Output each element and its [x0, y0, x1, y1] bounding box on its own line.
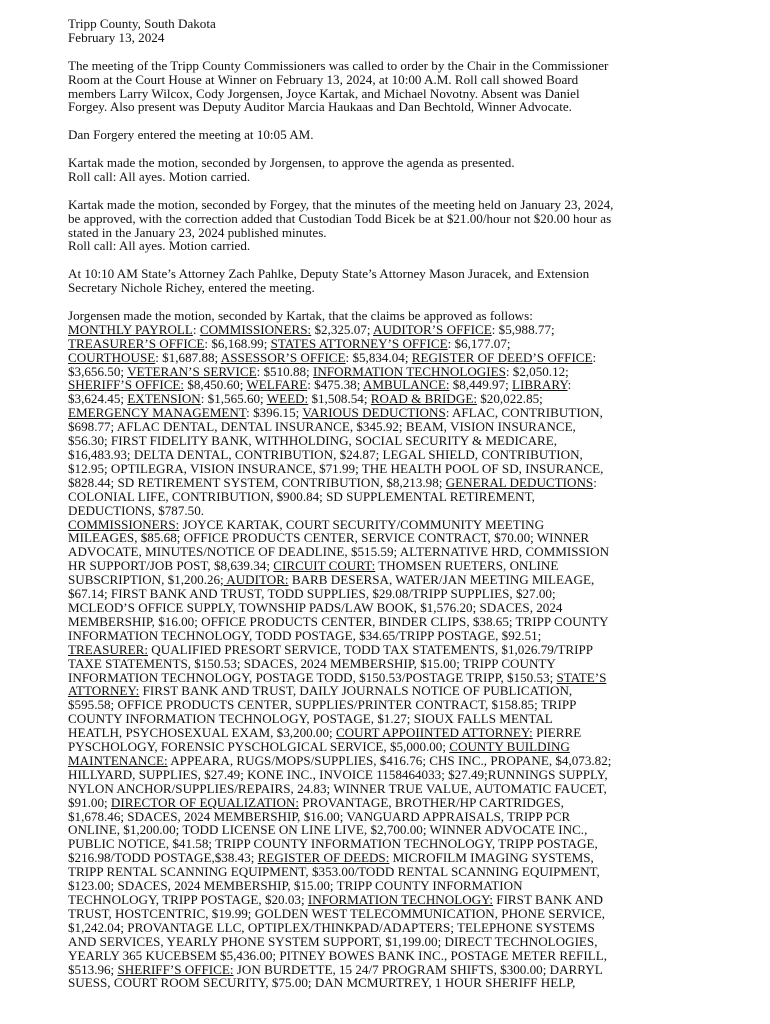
text-line: COLONIAL LIFE, CONTRIBUTION, $900.84; SD SUPPLEMENTAL RETIREMENT,	[68, 488, 535, 504]
department-heading: DIRECTOR OF EQUALIZATION:	[110, 794, 300, 810]
text-line: ATTORNEY: FIRST BANK AND TRUST, DAILY JOURNALS NOTICE OF PUBLICATION,	[68, 683, 573, 699]
text-line: $216.98/TODD POSTAGE,$38.43; REGISTER OF DEEDS: MICROFILM IMAGING SYSTEMS,	[68, 850, 594, 866]
text-line: Secretary Nichole Richey, entered the meeting.	[68, 280, 315, 296]
department-heading: STATE’S	[556, 669, 607, 685]
text-line: Roll call: All ayes. Motion carried.	[68, 238, 251, 254]
text-line: SUBSCRIPTION, $1,200.26; AUDITOR: BARB DESERSA, WATER/JAN MEETING MILEAGE,	[68, 572, 595, 588]
text-line: DEDUCTIONS, $787.50.	[68, 502, 205, 518]
text-line: members Larry Wilcox, Cody Jorgensen, Joyce Kartak, and Michael Novotny. Absent was Daniel	[68, 85, 580, 101]
text-line: ADVOCATE, MINUTES/NOTICE OF DEADLINE, $515.59; ALTERNATIVE HRD, COMMISSION	[68, 544, 610, 560]
text-line: TECHNOLOGY, TRIPP POSTAGE, $20.03; INFORMATION TECHNOLOGY: FIRST BANK AND	[68, 892, 604, 907]
text-line: Room at the Court House at Winner on February 13, 2024, at 10:00 A.M. Roll call showed Board	[68, 71, 579, 87]
text-line: PUBLIC NOTICE, $41.58; TRIPP COUNTY INFORMATION TECHNOLOGY, TRIPP POSTAGE,	[68, 836, 598, 852]
department-heading: EMERGENCY MANAGEMENT	[68, 405, 247, 421]
text-line: $1,678.46; SDACES, 2024 MEMBERSHIP, $16.00; VANGUARD APPRAISALS, TRIPP PCR	[68, 808, 571, 824]
paragraph-gap	[68, 114, 720, 128]
text-line: MONTHLY PAYROLL: COMMISSIONERS: $2,325.07; AUDITOR’S OFFICE: $5,988.77;	[68, 321, 555, 337]
text-line: HILLYARD, SUPPLIES, $27.49; KONE INC., INVOICE 1158464033; $27.49;RUNNINGS SUPPLY,	[68, 766, 608, 782]
text-line: $16,483.93; DELTA DENTAL, CONTRIBUTION, $24.87; LEGAL SHIELD, CONTRIBUTION,	[68, 447, 583, 462]
paragraph-gap	[68, 295, 720, 309]
department-heading: MONTHLY PAYROLL	[68, 321, 193, 337]
text-line: MAINTENANCE: APPEARA, RUGS/MOPS/SUPPLIES, $416.76; CHS INC., PROPANE, $4,073.82;	[68, 752, 612, 768]
text-line: EMERGENCY MANAGEMENT: $396.15; VARIOUS DEDUCTIONS: AFLAC, CONTRIBUTION,	[68, 405, 603, 421]
department-heading: WELFARE	[246, 377, 308, 393]
text-line: PYSCHOLOGY, FORENSIC PYSCHOLGICAL SERVICE, $5,000.00; COUNTY BUILDING	[68, 739, 570, 755]
text-line: February 13, 2024	[68, 29, 165, 45]
text-line: $828.44; SD RETIREMENT SYSTEM, CONTRIBUTION, $8,213.98; GENERAL DEDUCTIONS:	[68, 474, 597, 490]
department-heading: INFORMATION TECHNOLOGIES	[312, 363, 506, 379]
text-line: Kartak made the motion, seconded by Jorgensen, to approve the agenda as presented.	[68, 155, 515, 171]
text-line: TAXE STATEMENTS, $150.53; SDACES, 2024 MEMBERSHIP, $15.00; TRIPP COUNTY	[68, 655, 556, 671]
department-heading: COURTHOUSE	[68, 349, 156, 365]
paragraph-gap	[68, 184, 720, 198]
text-line: $91.00; DIRECTOR OF EQUALIZATION: PROVANTAGE, BROTHER/HP CARTRIDGES,	[68, 794, 564, 810]
department-heading: TREASURER:	[68, 641, 149, 657]
paragraph-gap	[68, 45, 720, 59]
text-line: HR SUPPORT/JOB POST, $8,639.34; CIRCUIT COURT: THOMSEN RUETERS, ONLINE	[68, 558, 559, 574]
department-heading: COURT APPOIINTED ATTORNEY:	[335, 725, 533, 741]
text-line: AND SERVICES, YEARLY PHONE SYSTEM SUPPORT, $1,199.00; DIRECT TECHNOLOGIES,	[68, 933, 598, 949]
text-line: TREASURER: QUALIFIED PRESORT SERVICE, TODD TAX STATEMENTS, $1,026.79/TRIPP	[68, 641, 594, 657]
text-line: INFORMATION TECHNOLOGY, TODD POSTAGE, $34.65/TRIPP POSTAGE, $92.51;	[68, 627, 542, 643]
text-line: YEARLY 365 KUCEBSEM $5,436.00; PITNEY BOWES BANK INC., POSTAGE METER REFILL,	[68, 947, 607, 963]
text-line: $513.96; SHERIFF’S OFFICE: JON BURDETTE, 15 24/7 PROGRAM SHIFTS, $300.00; DARRYL	[68, 961, 603, 977]
text-line: Kartak made the motion, seconded by Forgey, that the minutes of the meeting held on January 23, 2024,	[68, 196, 614, 212]
department-heading: ASSESSOR’S OFFICE	[220, 349, 346, 365]
department-heading: COMMISSIONERS:	[68, 516, 180, 532]
text-line: $123.00; SDACES, 2024 MEMBERSHIP, $15.00; TRIPP COUNTY INFORMATION	[68, 878, 523, 894]
department-heading: INFORMATION TECHNOLOGY:	[307, 892, 494, 907]
text-line: $3,656.50; VETERAN’S SERVICE: $510.88; INFORMATION TECHNOLOGIES: $2,050.12;	[68, 363, 569, 379]
department-heading: MAINTENANCE:	[68, 752, 168, 768]
text-line: $12.95; OPTILEGRA, VISION INSURANCE, $71.99; THE HEALTH POOL OF SD, INSURANCE,	[68, 460, 604, 476]
department-heading: CIRCUIT COURT:	[273, 558, 376, 574]
text-line: $56.30; FIRST FIDELITY BANK, WITHHOLDING, SOCIAL SECURITY & MEDICARE,	[68, 433, 558, 449]
paragraph-gap	[68, 142, 720, 156]
department-heading: AUDITOR:	[223, 572, 289, 588]
text-line: The meeting of the Tripp County Commissioners was called to order by the Chair in the Commissioner	[68, 57, 609, 73]
department-heading: REGISTER OF DEED’S OFFICE	[411, 349, 593, 365]
text-line: MILEAGES, $85.68; OFFICE PRODUCTS CENTER, SERVICE CONTRACT, $70.00; WINNER	[68, 530, 590, 546]
text-line: TRIPP RENTAL SCANNING EQUIPMENT, $353.00/TODD RENTAL SCANNING EQUIPMENT,	[68, 864, 600, 880]
text-line: MEMBERSHIP, $16.00; OFFICE PRODUCTS CENTER, BINDER CLIPS, $38.65; TRIPP COUNTY	[68, 613, 609, 629]
text-line: NYLON ANCHOR/SUPPLIES/REPAIRS, 24.83; WINNER TRUE VALUE, AUTOMATIC FAUCET,	[68, 780, 607, 796]
department-heading: EXTENSION	[127, 391, 201, 407]
text-line: be approved, with the correction added that Custodian Todd Bicek be at $21.00/hour not $20.00 hour as	[68, 210, 612, 226]
text-line: $67.14; FIRST BANK AND TRUST, TODD SUPPLIES, $29.08/TRIPP SUPPLIES, $27.00;	[68, 586, 556, 602]
text-line: $1,242.04; PROVANTAGE LLC, OPTIPLEX/THINKPAD/ADAPTERS; TELEPHONE SYSTEMS	[68, 919, 595, 935]
department-heading: AMBULANCE:	[362, 377, 450, 393]
text-line: SHERIFF’S OFFICE: $8,450.60; WELFARE: $475.38; AMBULANCE: $8,449.97; LIBRARY:	[68, 377, 572, 393]
text-line: COUNTY INFORMATION TECHNOLOGY, POSTAGE, $1.27; SIOUX FALLS MENTAL	[68, 711, 553, 727]
department-heading: REGISTER OF DEEDS:	[257, 850, 390, 866]
department-heading: TREASURER’S OFFICE	[68, 335, 205, 351]
text-line: $3,624.45; EXTENSION: $1,565.60; WEED: $1,508.54; ROAD & BRIDGE: $20,022.85;	[68, 391, 543, 407]
text-line: $698.77; AFLAC DENTAL, DENTAL INSURANCE, $345.92; BEAM, VISION INSURANCE,	[68, 419, 576, 435]
department-heading: VARIOUS DEDUCTIONS	[302, 405, 446, 421]
department-heading: SHERIFF’S OFFICE:	[117, 961, 234, 977]
text-line: TREASURER’S OFFICE: $6,168.99; STATES ATTORNEY’S OFFICE: $6,177.07;	[68, 335, 511, 351]
department-heading: GENERAL DEDUCTIONS	[445, 474, 594, 490]
department-heading: LIBRARY	[512, 377, 568, 393]
department-heading: COUNTY BUILDING	[449, 739, 570, 755]
text-line: HEATLH, PSYCHOSEXUAL EXAM, $3,200.00; COURT APPOIINTED ATTORNEY: PIERRE	[68, 725, 582, 741]
text-line: At 10:10 AM State’s Attorney Zach Pahlke, Deputy State’s Attorney Mason Juracek, and Extension	[68, 266, 590, 282]
department-heading: VETERAN’S SERVICE	[127, 363, 257, 379]
department-heading: STATES ATTORNEY’S OFFICE	[270, 335, 448, 351]
text-line: Roll call: All ayes. Motion carried.	[68, 168, 251, 184]
text-line: Tripp County, South Dakota	[68, 16, 216, 31]
meeting-minutes-text	[68, 17, 720, 990]
department-heading: COMMISSIONERS:	[199, 321, 312, 337]
text-line: TRUST, HOSTCENTRIC, $19.99; GOLDEN WEST TELECOMMUNICATION, PHONE SERVICE,	[68, 905, 606, 921]
text-line: COMMISSIONERS: JOYCE KARTAK, COURT SECURITY/COMMUNITY MEETING	[68, 516, 545, 532]
text-line: INFORMATION TECHNOLOGY, POSTAGE TODD, $150.53/POSTAGE TRIPP, $150.53; STATE’S	[68, 669, 607, 685]
department-heading: SHERIFF’S OFFICE:	[68, 377, 185, 393]
department-heading: AUDITOR’S OFFICE	[373, 321, 492, 337]
text-line: Jorgensen made the motion, seconded by Kartak, that the claims be approved as follows:	[68, 307, 533, 323]
department-heading: WEED:	[266, 391, 309, 407]
text-line: stated in the January 23, 2024 published minutes.	[68, 224, 327, 240]
text-line: Dan Forgery entered the meeting at 10:05 AM.	[68, 127, 314, 143]
paragraph-gap	[68, 253, 720, 267]
text-line: ONLINE, $1,200.00; TODD LICENSE ON LINE LIVE, $2,700.00; WINNER ADVOCATE INC.,	[68, 822, 588, 838]
text-line: $595.58; OFFICE PRODUCTS CENTER, SUPPLIES/PRINTER CONTRACT, $158.85; TRIPP	[68, 697, 577, 713]
text-line: COURTHOUSE: $1,687.88; ASSESSOR’S OFFICE: $5,834.04; REGISTER OF DEED’S OFFICE:	[68, 349, 597, 365]
text-line: MCLEOD’S OFFICE SUPPLY, TOWNSHIP PADS/LAW BOOK, $1,576.20; SDACES, 2024	[68, 599, 563, 615]
department-heading: ROAD & BRIDGE:	[370, 391, 477, 407]
department-heading: ATTORNEY:	[68, 683, 140, 699]
text-line: SUESS, COURT ROOM SECURITY, $75.00; DAN MCMURTREY, 1 HOUR SHERIFF HELP,	[68, 975, 576, 991]
text-line: Forgey. Also present was Deputy Auditor Marcia Haukaas and Dan Bechtold, Winner Advocate.	[68, 99, 572, 115]
